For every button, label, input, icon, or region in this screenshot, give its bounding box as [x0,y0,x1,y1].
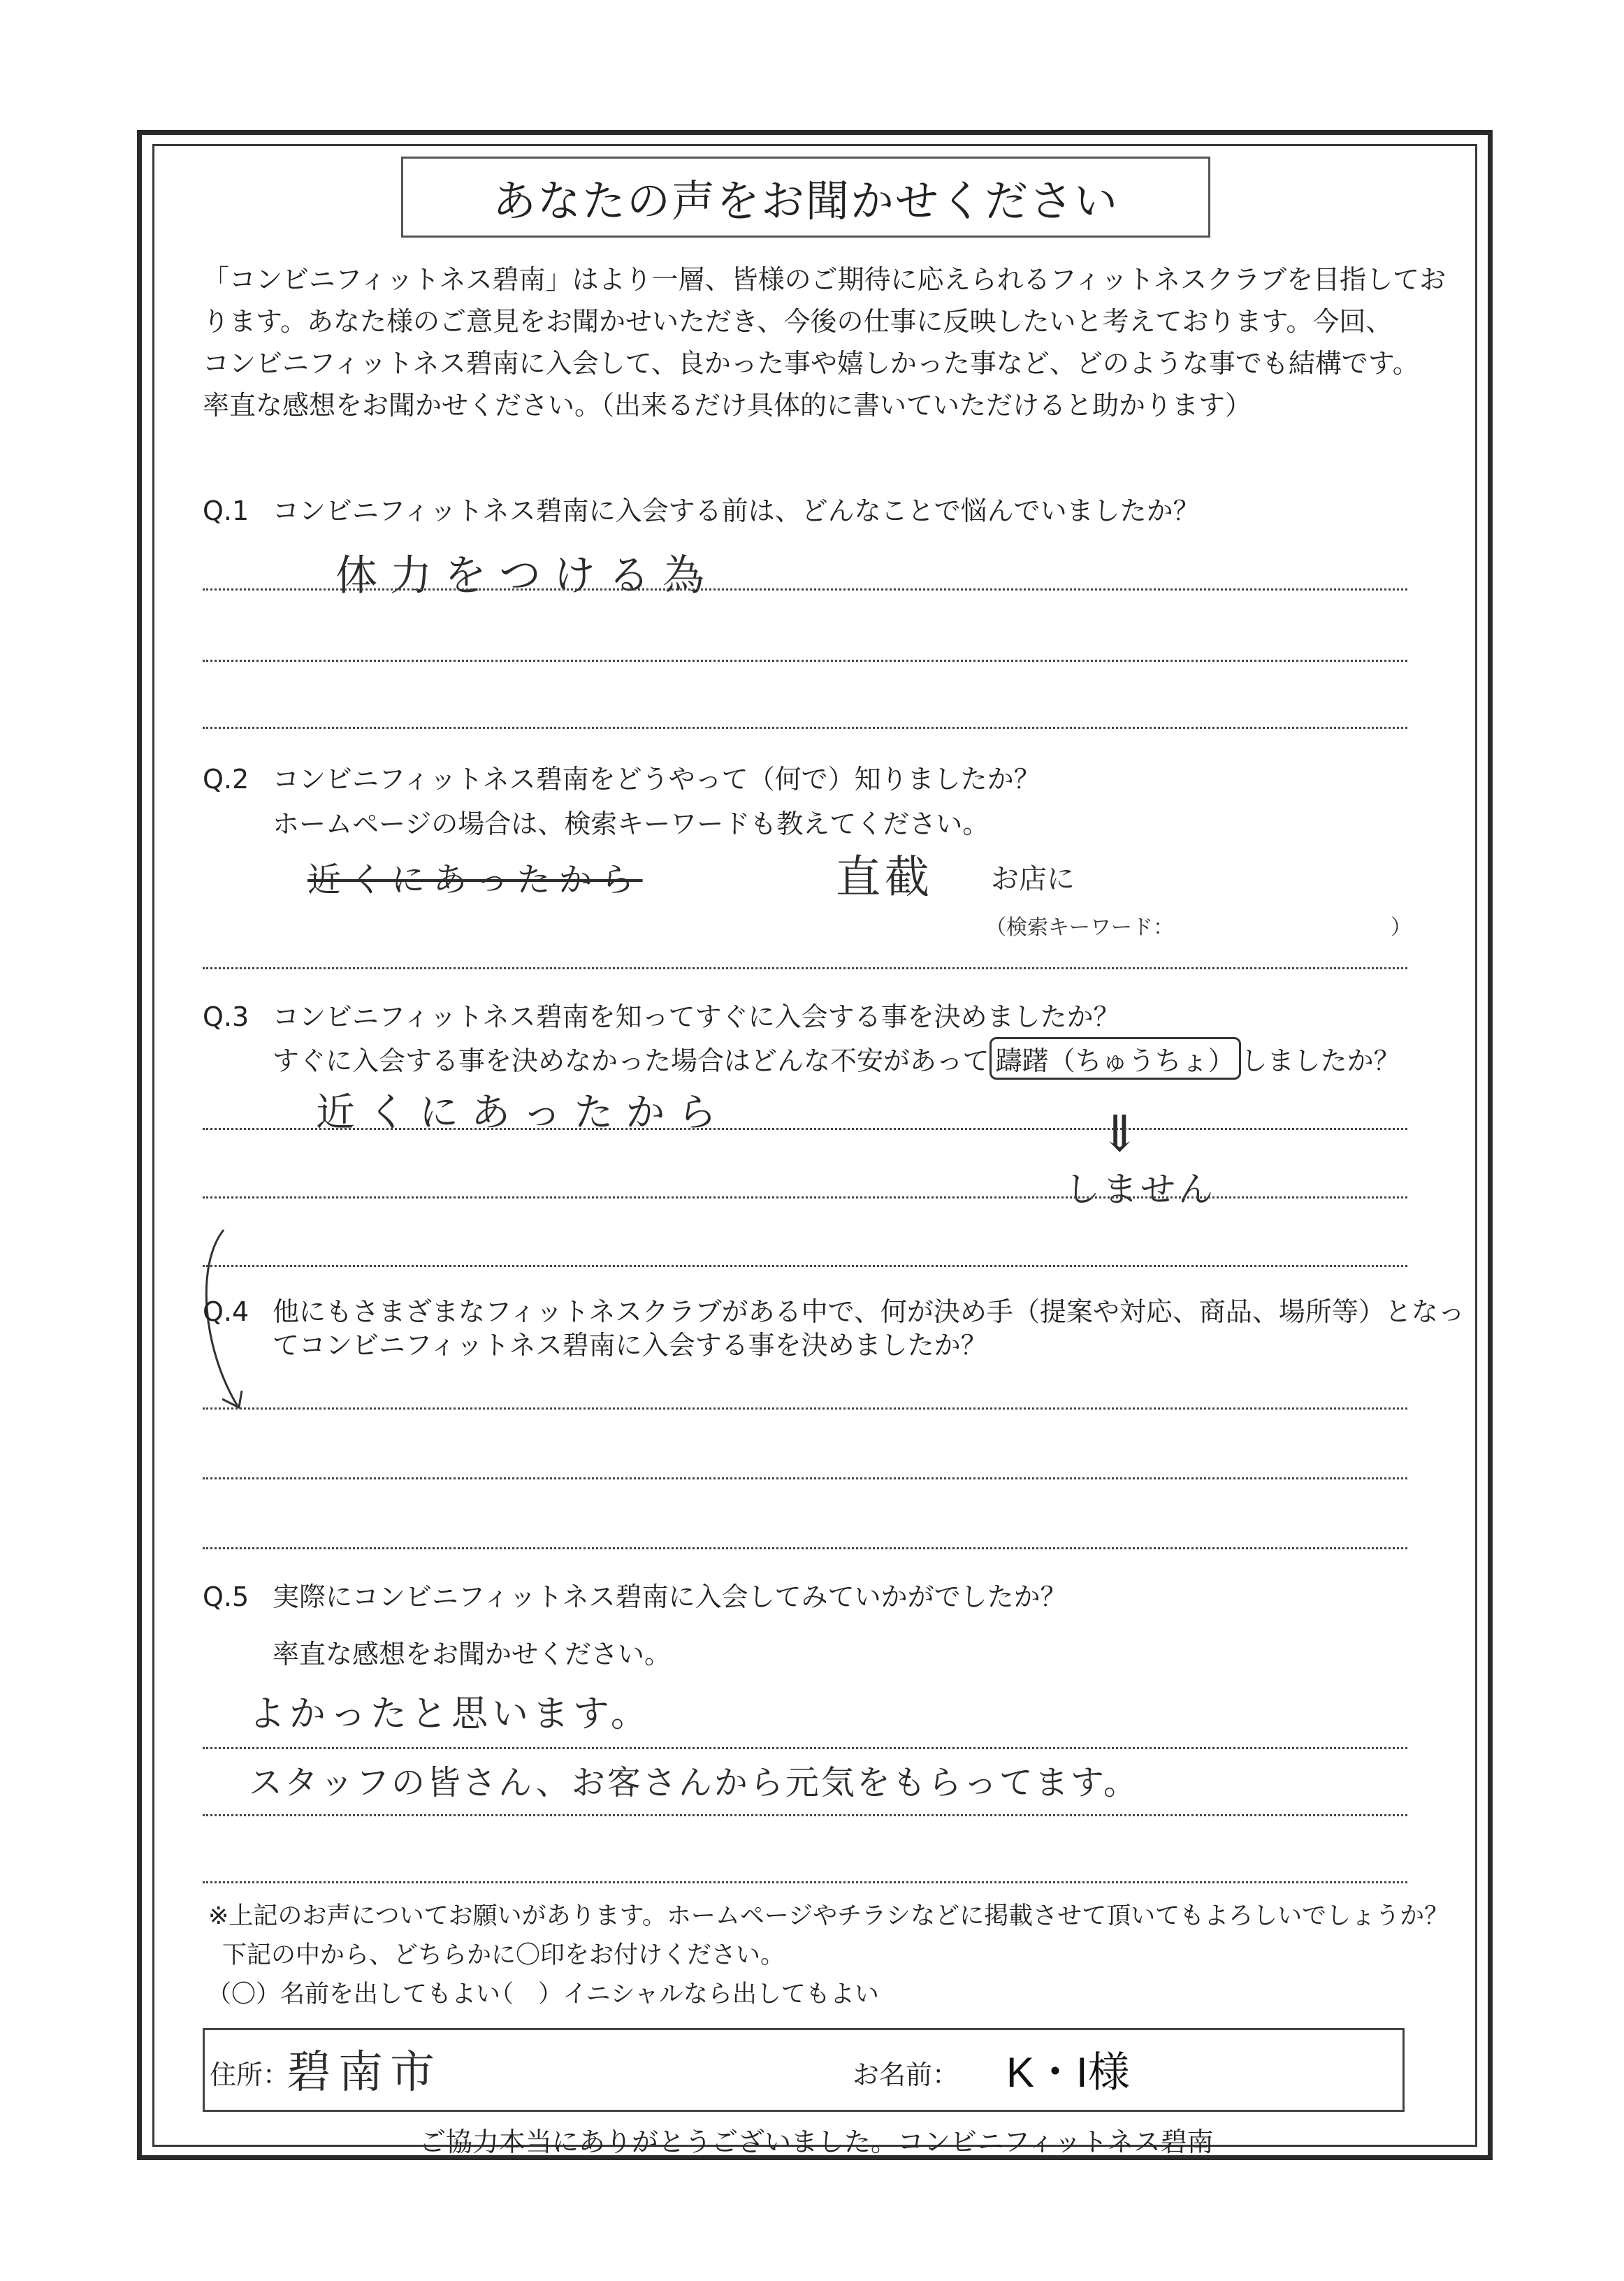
answer-line [203,1196,1407,1199]
option-mark: （ ） [489,1981,563,2008]
option-mark: （〇） [207,1981,281,2008]
answer-line [203,1407,1407,1410]
question-1 [203,489,1200,528]
consent-instruction: 下記の中から、どちらかに〇印をお付けください。 [222,1941,785,1969]
option-label: 名前を出してもよい [280,1981,501,2008]
answer-line [203,1747,1407,1749]
intro-line: 「コンビニフィットネス碧南」はより一層、皆様のご期待に応えられるフィットネスクラブを目指してお [203,264,1447,295]
q1-answer: 体力をつける為 [335,551,717,600]
q2-answer-struck: 近くにあったから [307,860,643,899]
question-text: コンビニフィットネス碧南に入会する前は、どんなことで悩んでいましたか？ [273,495,1200,526]
answer-line [203,727,1407,729]
circled-word: 躊躇（ちゅうちょ） [989,1037,1241,1080]
question-number: Q.2 [203,764,249,795]
question-3-sub [273,1037,1400,1080]
answer-line [203,1477,1407,1479]
q3-answer-2: しません [1065,1169,1216,1210]
footer-thanks: ご協力本当にありがとうございました。コンビニフィットネス碧南 [419,2127,1214,2157]
question-number: Q.3 [203,1001,249,1032]
search-keyword-label: （検索キーワード： [985,915,1174,940]
sub-text: すぐに入会する事を決めなかった場合はどんな不安があって [273,1045,989,1076]
consent-option-initials[interactable] [489,1975,879,2010]
search-keyword-close: ） [1391,915,1412,940]
address-value: 碧南市 [287,2047,442,2099]
name-label: お名前： [853,2059,959,2090]
answer-line [203,1265,1407,1267]
consent-note: ※上記のお声についてお願いがあります。ホームページやチラシなどに掲載させて頂いてもよろしいでしょうか？ [208,1902,1449,1930]
name-value: K・I様 [1006,2049,1130,2096]
down-arrow-icon: ⇓ [1099,1104,1141,1163]
answer-line [203,660,1407,662]
question-number: Q.4 [203,1296,249,1327]
option-label: イニシャルなら出してもよい [563,1981,879,2008]
answer-line [203,967,1407,969]
q2-answer-small: お店に [991,863,1075,895]
question-text: コンビニフィットネス碧南をどうやって（何で）知りましたか？ [273,764,1041,795]
q2-answer: 直截 [836,852,934,904]
sub-text: しましたか？ [1240,1045,1400,1076]
q3-answer: 近くにあったから [316,1090,730,1136]
intro-line: コンビニフィットネス碧南に入会して、良かった事や嬉しかった事など、どのような事でも結構です。 [203,348,1419,379]
question-number: Q.5 [203,1581,249,1612]
question-2 [203,758,1041,796]
question-text: 実際にコンビニフィットネス碧南に入会してみていかがでしたか？ [273,1581,1067,1612]
answer-line [203,1128,1407,1130]
survey-title: あなたの声をお聞かせください [401,157,1210,238]
question-5 [203,1575,1067,1614]
page-inner-border [152,144,1477,2147]
question-number: Q.1 [203,495,249,526]
question-3 [203,995,1120,1034]
intro-paragraph [203,259,1447,426]
answer-line [203,1814,1407,1816]
q5-answer-2: スタッフの皆さん、お客さんから元気をもらってます。 [249,1763,1140,1802]
question-text: 他にもさまざまなフィットネスクラブがある中で、何が決め手（提案や対応、商品、場所等）となっ [273,1296,1465,1327]
question-text: コンビニフィットネス碧南を知ってすぐに入会する事を決めましたか？ [273,1001,1120,1032]
consent-option-name[interactable] [207,1975,500,2010]
answer-line [203,1881,1407,1883]
q5-answer-1: よかったと思います。 [249,1693,651,1735]
intro-line: ります。あなた様のご意見をお聞かせいただき、今後の仕事に反映したいと考えております。今回、 [203,306,1393,337]
answer-line [203,588,1407,591]
question-5-sub: 率直な感想をお聞かせください。 [273,1639,672,1670]
intro-line: 率直な感想をお聞かせください。（出来るだけ具体的に書いていただけると助かります） [203,390,1252,421]
question-4 [203,1290,1465,1328]
question-2-sub: ホームページの場合は、検索キーワードも教えてください。 [273,809,989,839]
answer-line [203,1547,1407,1549]
question-4-sub: てコンビニフィットネス碧南に入会する事を決めましたか？ [273,1330,987,1361]
address-label: 住所： [210,2059,290,2090]
